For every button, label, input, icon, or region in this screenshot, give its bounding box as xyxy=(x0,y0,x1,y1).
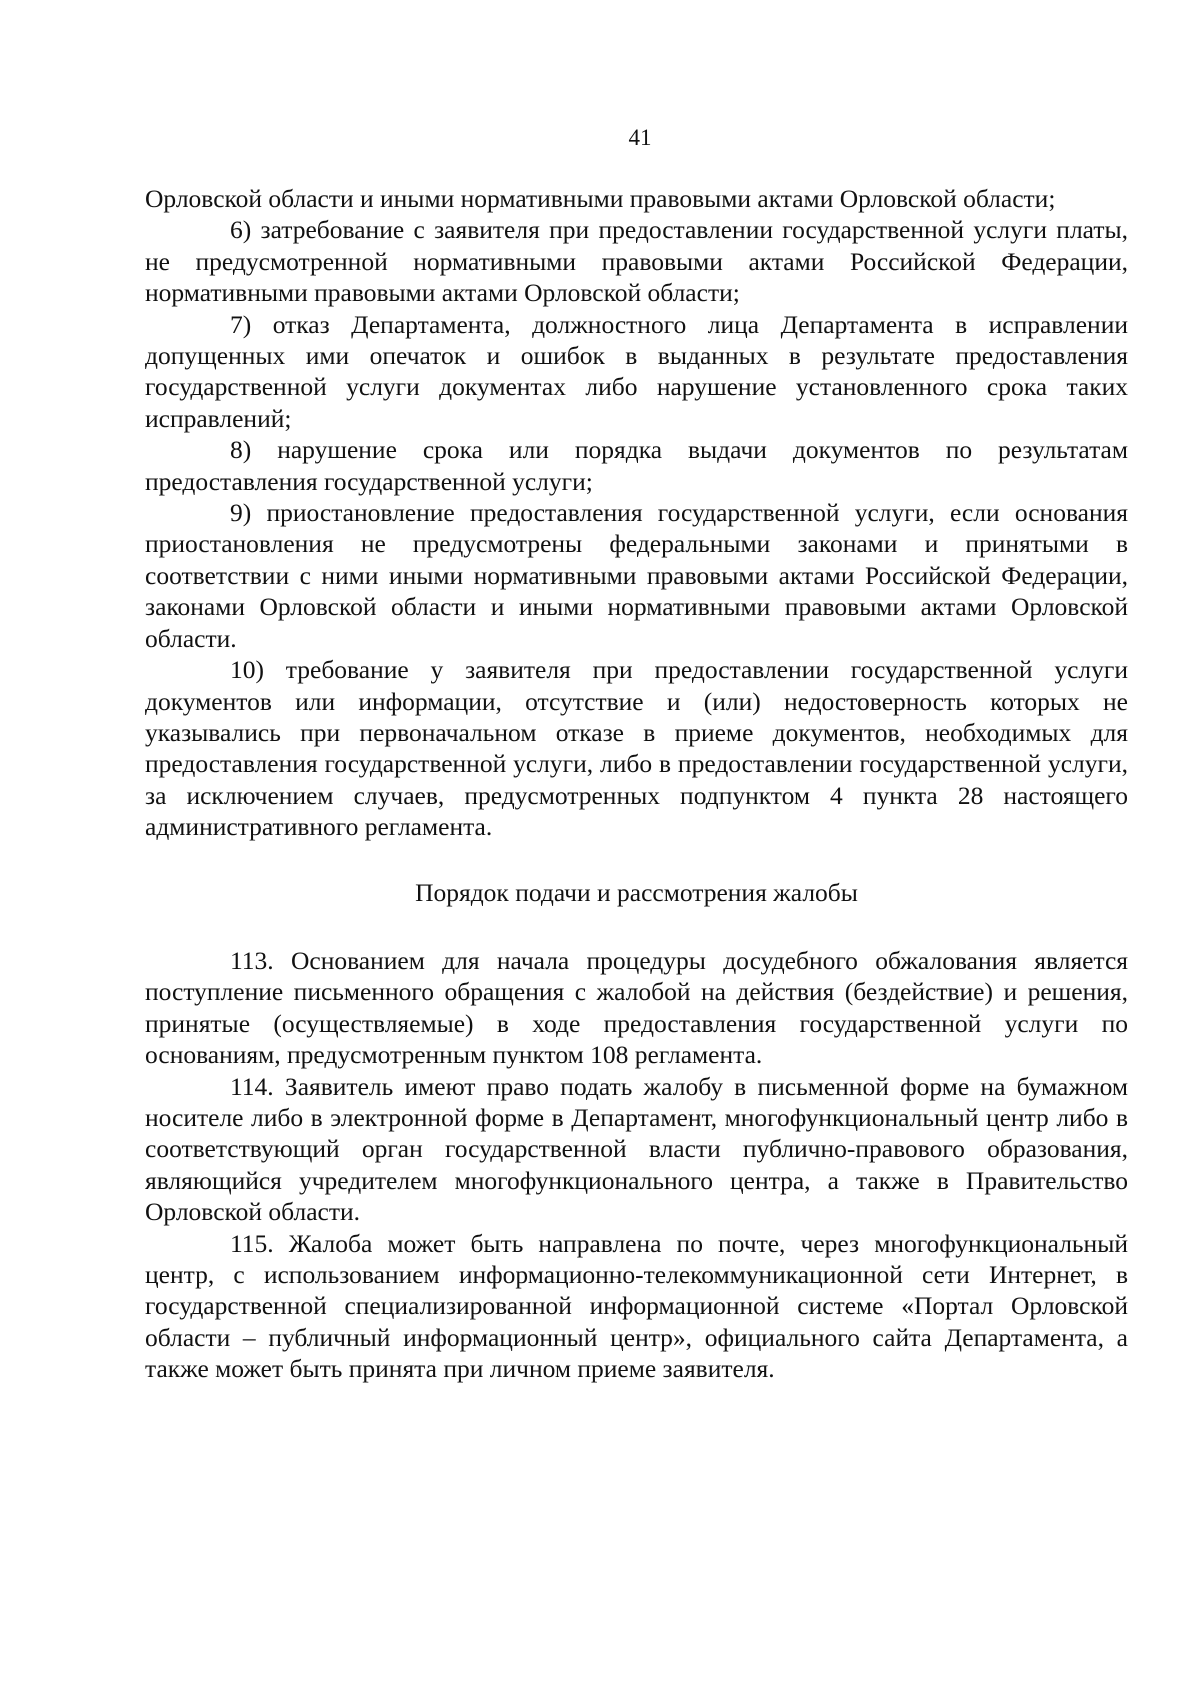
page-number: 41 xyxy=(628,125,652,150)
paragraph-item-8: 8) нарушение срока или порядка выдачи документов по результатам предоставления государственной услуги; xyxy=(145,435,1128,496)
document-body xyxy=(145,183,1128,1385)
paragraph-item-7: 7) отказ Департамента, должностного лица Департамента в исправлении допущенных ими опечаток и ошибок в выданных в результате предоставления государственной услуги документах либо нарушение установленного срока таких исправлений; xyxy=(145,309,1128,433)
paragraph-item-6: 6) затребование с заявителя при предоставлении государственной услуги платы, не предусмотренной нормативными правовыми актами Российской Федерации, нормативными правовыми актами Орловской области; xyxy=(145,215,1128,308)
section-heading: Порядок подачи и рассмотрения жалобы xyxy=(415,877,858,907)
paragraph-115: 115. Жалоба может быть направлена по почте, через многофункциональный центр, с использованием информационно-телекоммуникационной сети Интернет, в государственной специализированной информационной системе «Портал Орловской области – публичный информационный центр», официального сайта Департамента, а также может быть принята при личном приеме заявителя. xyxy=(145,1228,1128,1384)
paragraph-114: 114. Заявитель имеют право подать жалобу в письменной форме на бумажном носителе либо в электронной форме в Департамент, многофункциональный центр либо в соответствующий орган государственной власти публично-правового образования, являющийся учредителем многофункционального центра, а также в Правительство Орловской области. xyxy=(145,1071,1128,1227)
paragraph-continuation: Орловской области и иными нормативными правовыми актами Орловской области; xyxy=(145,184,1056,213)
paragraph-113: 113. Основанием для начала процедуры досудебного обжалования является поступление письменного обращения с жалобой на действия (бездействие) и решения, принятые (осуществляемые) в ходе предоставления государственной услуги по основаниям, предусмотренным пунктом 108 регламента. xyxy=(145,945,1128,1070)
paragraph-item-10: 10) требование у заявителя при предоставлении государственной услуги документов или информации, отсутствие и (или) недостоверность которых не указывались при первоначальном отказе в приеме документов, необходимых для предоставления государственной услуги, либо в предоставлении государственной услуги, за исключением случаев, предусмотренных подпунктом 4 пункта 28 настоящего административного регламента. xyxy=(145,655,1128,842)
paragraph-item-9: 9) приостановление предоставления государственной услуги, если основания приостановления не предусмотрены федеральными законами и принятыми в соответствии с ними иными нормативными правовыми актами Российской Федерации, законами Орловской области и иными нормативными правовыми актами Орловской области. xyxy=(145,498,1128,653)
